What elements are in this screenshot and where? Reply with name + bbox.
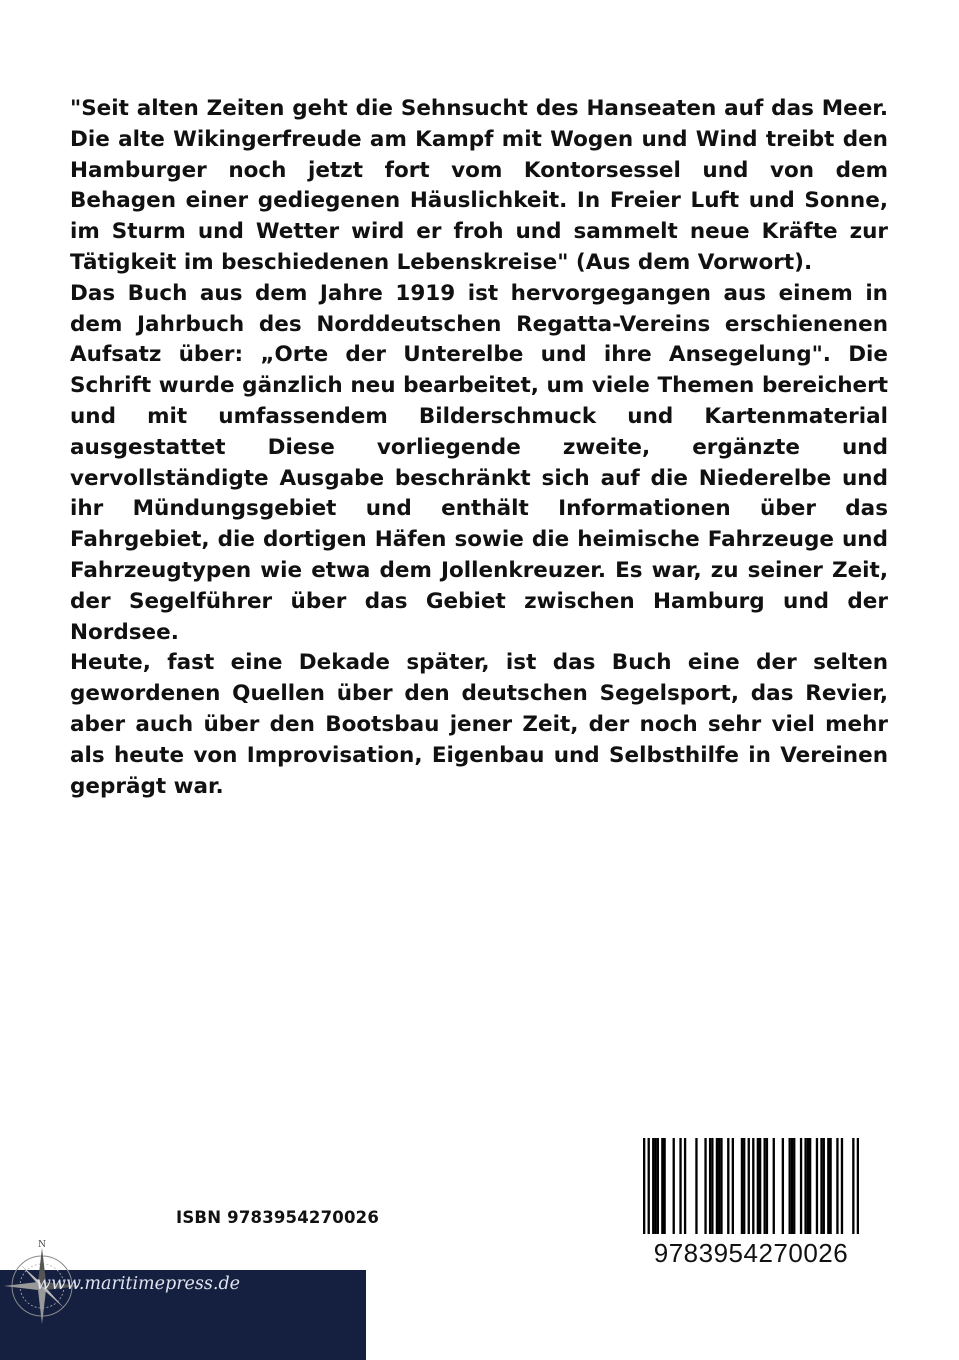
barcode-bar (827, 1138, 829, 1234)
barcode-bar (752, 1138, 754, 1234)
back-cover-blurb (70, 94, 888, 802)
barcode-bar (718, 1138, 720, 1234)
barcode-bar (727, 1138, 729, 1234)
barcode-bar (807, 1138, 809, 1234)
publisher-url: www.maritimepress.de (36, 1274, 241, 1294)
blurb-paragraph-1: "Seit alten Zeiten geht die Sehnsucht des Hanseaten auf das Meer. Die alte Wikingerfreude am Kampf mit Wogen und Wind treibt den Hamburger noch jetzt fort vom Kontorsessel und von dem Behagen einer gediegenen Häuslichkeit. In Freier Luft und Sonne, im Sturm und Wetter wird er froh und sammelt neue Kräfte zur Tätigkeit im beschiedenen Lebenskreise" (Aus dem Vorwort). (70, 96, 888, 275)
barcode-bars (643, 1138, 859, 1238)
barcode-bar (643, 1138, 645, 1234)
barcode-bar (773, 1138, 775, 1234)
barcode-bar (748, 1138, 750, 1234)
barcode-bar (648, 1138, 650, 1234)
barcode-bar (820, 1138, 822, 1234)
barcode-bar (743, 1138, 745, 1234)
compass-north-letter: N (38, 1240, 46, 1250)
barcode-bar (804, 1138, 806, 1234)
barcode-bar (732, 1138, 734, 1234)
barcode-bar (782, 1138, 784, 1234)
barcode-bar (709, 1138, 711, 1234)
barcode-bar (793, 1138, 795, 1234)
barcode-bar (789, 1138, 791, 1234)
barcode-bar (654, 1138, 656, 1234)
barcode-bar (704, 1138, 706, 1234)
barcode-bar (791, 1138, 793, 1234)
barcode-bar (852, 1138, 854, 1234)
barcode-bar (741, 1138, 743, 1234)
barcode-bar (652, 1138, 654, 1234)
barcode-bar (766, 1138, 768, 1234)
blurb-paragraph-3: Heute, fast eine Dekade später, ist das Buch eine der selten gewordenen Quellen über den deutschen Segelsport, das Revier, aber auch über den Bootsbau jener Zeit, der noch sehr viel mehr als heute von Improvisation, Eigenbau und Selbsthilfe in Vereinen geprägt war. (70, 650, 888, 799)
blurb-paragraph-2: Das Buch aus dem Jahre 1919 ist hervorgegangen aus einem in dem Jahrbuch des Norddeutschen Regatta-Vereins erschienenen Aufsatz über: „Orte der Unterelbe und ihre Ansegelung". Die Schrift wurde gänzlich neu bearbeitet, um viele Themen bereichert und mit umfassendem Bilderschmuck und Kartenmaterial ausgestattet Diese vorliegende zweite, ergänzte und vervollständigte Ausgabe beschränkt sich auf die Niederelbe und ihr Mündungsgebiet und enthält Informationen über das Fahrgebiet, die dortigen Häfen sowie die heimische Fahrzeuge und Fahrzeugtypen wie etwa dem Jollenkreuzer. Es war, zu seiner Zeit, der Segelführer über das Gebiet zwischen Hamburg und der Nordsee. (70, 280, 888, 645)
barcode-bar (679, 1138, 681, 1234)
barcode-bar (711, 1138, 713, 1234)
barcode-bar (829, 1138, 831, 1234)
barcode-digits: 9783954270026 (653, 1238, 849, 1268)
barcode-bar (857, 1138, 859, 1234)
barcode-bar (684, 1138, 686, 1234)
isbn-barcode (643, 1138, 859, 1274)
barcode-bar (720, 1138, 722, 1234)
barcode-bar (657, 1138, 659, 1234)
barcode-bar (695, 1138, 697, 1234)
barcode-bar (673, 1138, 675, 1234)
barcode-bar (764, 1138, 766, 1234)
barcode-bar (757, 1138, 759, 1234)
barcode-bar (816, 1138, 818, 1234)
barcode-bar (823, 1138, 825, 1234)
barcode-bar (800, 1138, 802, 1234)
barcode-bar (661, 1138, 663, 1234)
barcode-bar (841, 1138, 843, 1234)
barcode-bar (663, 1138, 665, 1234)
barcode-bar (809, 1138, 811, 1234)
isbn-label: ISBN 9783954270026 (176, 1208, 380, 1227)
barcode-bar (716, 1138, 718, 1234)
barcode-bar (836, 1138, 838, 1234)
barcode-bar (759, 1138, 761, 1234)
